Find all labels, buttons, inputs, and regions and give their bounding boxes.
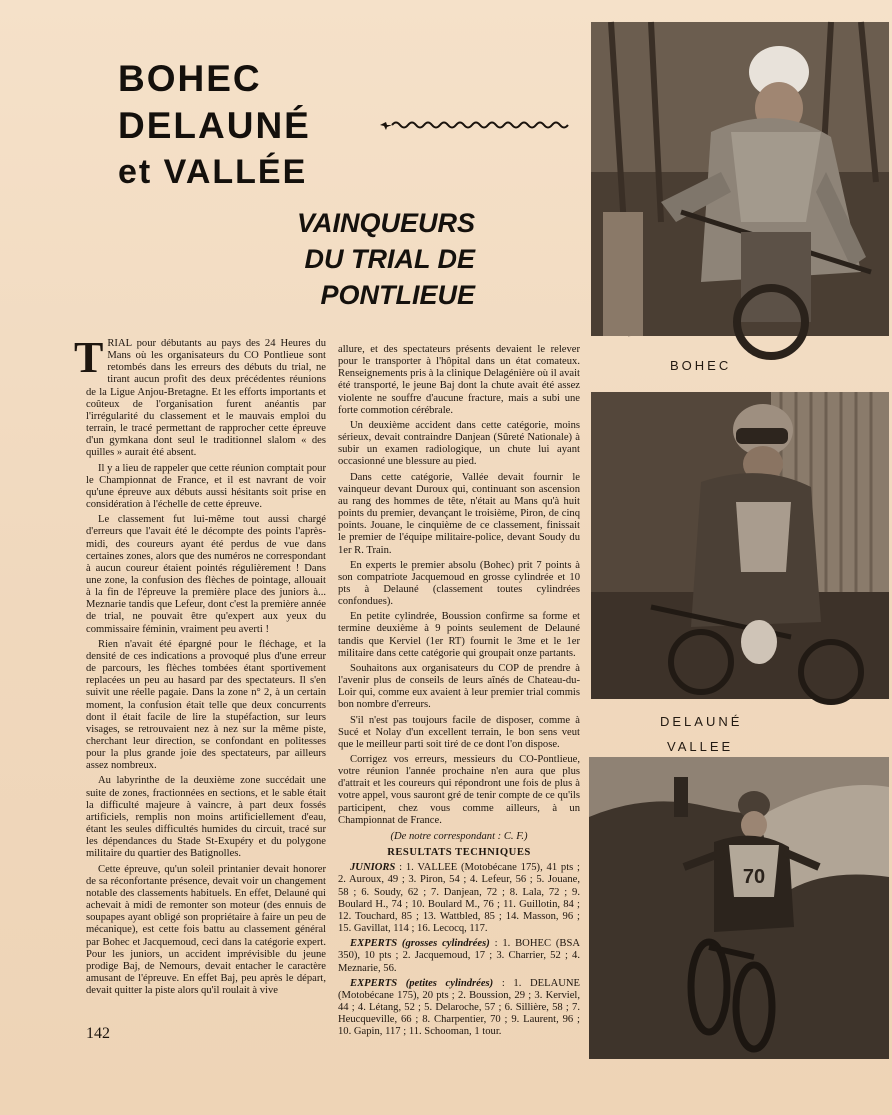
- article-paragraph: allure, et des spectateurs présents devaient le relever pour le transporter à l'hôpital dans un état comateux. Renseignements pris à la clinique Delagénière où il avait été transporté, le jeune Baj dont la chute avait été assez violente ne souffre d'aucune fracture, mais a subi une forte commotion cérébrale.: [338, 344, 580, 416]
- article-column-1: [74, 333, 326, 1023]
- page-number: 142: [86, 1025, 110, 1042]
- subheadline-line-1: VAINQUEURS: [296, 208, 475, 238]
- wavy-ornament: [378, 115, 574, 135]
- race-number-bib: 70: [742, 866, 766, 888]
- article-paragraph: S'il n'est pas toujours facile de disposer, comme à Sucé et Nolay d'un excellent terrain, le bon sens veut que le meilleur parti soit tiré de ce dont l'on dispose.: [338, 714, 580, 750]
- article-paragraph: Corrigez vos erreurs, messieurs du CO-Pontlieue, votre réunion l'année prochaine n'en aura que plus d'attrait et les coureurs qui répondront une fois de plus à votre appel, vous sauront gré de tenir compte de ce qu'ils participent, chez vous comme ailleurs, à un Championnat de France.: [338, 754, 580, 826]
- results-title: RESULTATS TECHNIQUES: [387, 847, 531, 859]
- photo-bohec: [591, 22, 889, 336]
- article-paragraph: Il y a lieu de rappeler que cette réunion comptait pour le Championnat de France, et il est navrant de voir qu'une épreuve aux débuts aussi hésitants soit prise en considération à l'échelle de cette épreuve.: [86, 462, 326, 511]
- results-category-label: EXPERTS (grosses cylindrées): [350, 938, 490, 950]
- article-paragraph: En petite cylindrée, Boussion confirme sa forme et termine deuxième à 9 points seulement de Delauné tandis que Kerviel (1er RT) fournit le 3me et le 1er militaire dans cette catégorie qui groupait onze partants.: [338, 611, 580, 659]
- results-experts-small: EXPERTS (petites cylindrées) : 1. DELAUNE (Motobécane 175), 20 pts ; 2. Boussion, 29 ; 3. Kerviel, 44 ; 4. Létang, 52 ; 5. Delaroche, 57 ; 6. Sillière, 58 ; 7. Heucqueville, 66 ; 8. Charpentier, 70 ; 9. Laurent, 96 ; 10. Gapin, 117 ; 11. Schooman, 1 tour.: [338, 977, 580, 1038]
- article-paragraph: Souhaitons aux organisateurs du COP de prendre à l'avenir plus de conseils de leurs aînés de Chateau-du-Loir qui, comme eux avaient à leur premier trial commis bon nombre d'erreurs.: [338, 662, 580, 711]
- headline: [118, 55, 388, 196]
- caption-delaune: DELAUNÉ: [660, 714, 743, 729]
- article-paragraph: Un deuxième accident dans cette catégorie, moins sérieux, devait contraindre Danjean (Sûreté Nationale) à subir un examen radiologique, un chute lui ayant occasionné une blessure au pied.: [338, 419, 580, 468]
- article-paragraph: Rien n'avait été épargné pour le fléchage, et la densité de ces indications a provoqué plus d'une erreur de parcours, les flèches tombées étant sportivement replacées un peu au hasard par des spectateurs. Il s'en suivit une réelle pagaie. Dans la zone n° 2, à un certain moment, la confusion était telle que deux concurrents dont il était facile de lire la stupéfaction, sur leurs visages, se retrouvaient nez à nez sur la même piste, cherchant leur direction, se confondant en politesses pour la plus grande joie des spectateurs, par ailleurs assez nombreux.: [86, 638, 326, 772]
- headline-line-1: BOHEC: [118, 58, 262, 99]
- article-paragraph: Dans cette catégorie, Vallée devait fournir le vainqueur devant Duroux qui, continuant son ascension au rang des hommes de tête, n'était au Mans qu'à huit points du premier, devançant le troisième, Piron, de cinq points. Jouane, le cinquième de ce classement, finissait le premier de l'équipe militaire-police, devant Soudy du 1er R. Train.: [338, 471, 580, 556]
- subheadline-line-2: DU TRIAL DE: [304, 244, 475, 274]
- caption-vallee: VALLEE: [667, 739, 734, 754]
- drop-cap: T: [74, 333, 104, 382]
- article-paragraph: Le classement fut lui-même tout aussi chargé d'erreurs que l'avait été le décompte des points l'après-midi, des coureurs ayant été perdus de vue dans certaines zones, alors que des numéros ne correspondant à aucun coureur étaient pointés régulièrement ! Dans une zone, la confusion des flèches de pointage, allouait à la fin de l'épreuve la première place des juniors à... Meznarie tandis que Lefeur, dont c'est la première année de trial, ne pouvait être qu'expert aux yeux du commissaire féminin, vraiment peu averti !: [86, 514, 326, 635]
- results-category-label: JUNIORS: [350, 862, 396, 874]
- photo-vallee: [589, 757, 889, 1059]
- article-paragraph: Au labyrinthe de la deuxième zone succédait une suite de zones, fractionnées en sections, et le sable était la difficulté majeure à vaincre, à part deux fossés artificiels, remplis non moins artificiellement d'eau, étant les seules difficultés humides du circuit, tracé sur les dépendances du Stade St-Exupéry et du polygone militaire du quartier des Batignolles.: [86, 775, 326, 860]
- article-paragraph: En experts le premier absolu (Bohec) prit 7 points à son compatriote Jacquemoud en grosse cylindrée et 10 pts à Delauné (classement toutes cylindrées confondues).: [338, 559, 580, 608]
- headline-line-3: et VALLÉE: [118, 153, 308, 191]
- subheadline-line-3: PONTLIEUE: [320, 280, 475, 310]
- photo-delaune: [591, 392, 889, 699]
- caption-bohec: BOHEC: [670, 358, 732, 373]
- headline-line-2: DELAUNÉ: [118, 105, 311, 146]
- subheadline: [240, 205, 475, 313]
- article-column-2: [338, 344, 580, 1038]
- article-paragraph: TRIAL pour débutants au pays des 24 Heures du Mans où les organisateurs du CO Pontlieue sont retombés dans les erreurs des débuts du trial, ne tirant aucun profit des deux précédentes réunions de la Ligue Anjou-Bretagne. Et les efforts importants et coûteux de l'organisation furent anéantis par l'irrégularité du classement et le mauvais emploi du terrain, le tracé permettant de rapprocher cette épreuve d'un gymkana dont seul le traditionnel slalom « des quilles » aurait été absent.: [74, 333, 326, 459]
- article-paragraph: Cette épreuve, qu'un soleil printanier devait honorer de sa réconfortante présence, devait voir un changement notable des classements habituels. En effet, Delauné qui achevait à midi de remonter son moteur (des ennuis de soupapes ayant obligé son propriétaire à faire un peu de mécanique), est cette fois battu au classement général par Bohec et Jacquemoud, ceci dans la catégorie expert. Pour les juniors, un accident imprévisible du jeune prodige Baj, de Nemours, devait entacher le caractère amusant de l'épreuve. En effet Baj, peu après le départ, devait quitter la piste alors qu'il roulait à vive: [86, 863, 326, 997]
- results-experts-big: EXPERTS (grosses cylindrées) : 1. BOHEC (BSA 350), 10 pts ; 2. Jacquemoud, 17 ; 3. Charrier, 52 ; 4. Meznarie, 56.: [338, 938, 580, 974]
- results-category-label: EXPERTS (petites cylindrées): [350, 977, 494, 989]
- byline: (De notre correspondant : C. F.): [390, 830, 528, 842]
- results-juniors: JUNIORS : 1. VALLEE (Motobécane 175), 41 pts ; 2. Auroux, 49 ; 3. Piron, 54 ; 4. Lefeur, 56 ; 5. Jouane, 58 ; 6. Soudy, 62 ; 7. Danjean, 72 ; 8. Lala, 72 ; 9. Boulard H., 74 ; 10. Boulard M., 76 ; 11. Guillotin, 84 ; 12. Touchard, 85 ; 13. Wattbled, 85 ; 14. Masson, 96 ; 15. Gavillat, 114 ; 16. Lecocq, 117.: [338, 862, 580, 935]
